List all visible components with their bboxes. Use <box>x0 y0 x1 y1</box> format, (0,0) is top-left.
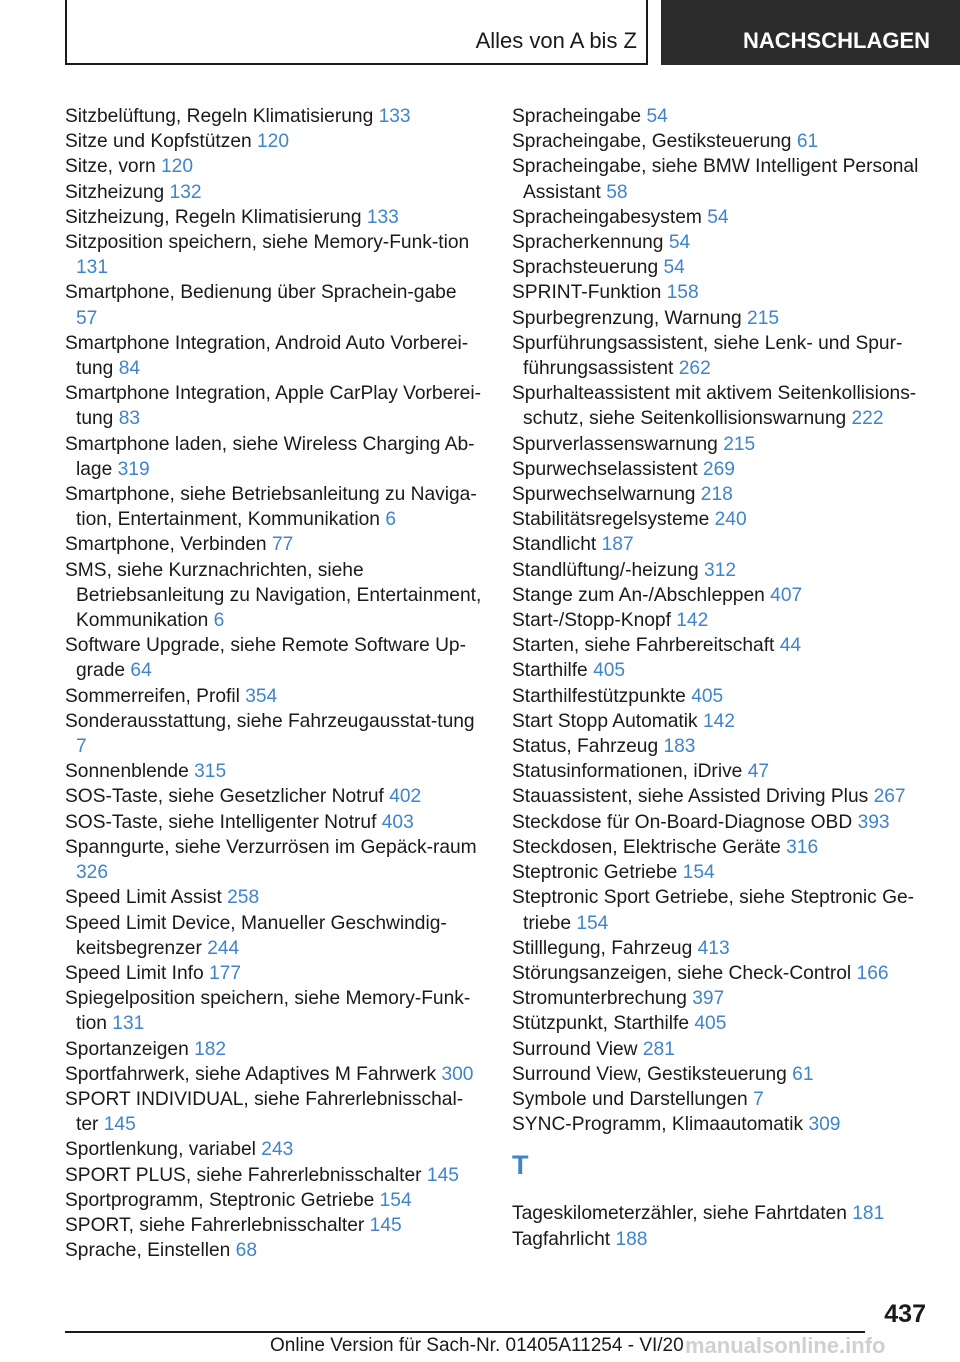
page-link[interactable]: 133 <box>366 206 399 228</box>
entry-term: Sitze und Kopfstützen <box>65 131 252 153</box>
entry-term: Standlicht <box>512 534 597 556</box>
index-entry <box>512 1227 930 1252</box>
index-entry <box>512 558 930 583</box>
page-link[interactable]: 269 <box>702 458 735 480</box>
index-entry <box>65 432 483 482</box>
entry-term: Stabilitätsregelsysteme <box>512 509 710 531</box>
index-entry <box>512 432 930 457</box>
page-link[interactable]: 154 <box>379 1189 412 1211</box>
entry-term: Spiegelposition speichern, siehe Memory-Funk‐tion <box>65 988 471 1035</box>
entry-term: Spracheingabe <box>512 106 642 127</box>
entry-term: Spracheingabe, siehe BMW Intelligent Personal Assistant <box>512 156 919 203</box>
index-group-s <box>512 104 930 1137</box>
page-link[interactable]: 403 <box>381 811 414 833</box>
page-link[interactable]: 57 <box>76 307 98 329</box>
index-entry <box>512 734 930 759</box>
index-entry <box>65 154 483 179</box>
page-link[interactable]: 61 <box>796 131 819 153</box>
page-link[interactable]: 218 <box>700 484 733 506</box>
index-entry <box>65 205 483 230</box>
entry-term: Spanngurte, siehe Verzurrösen im Gepäck‐raum <box>65 836 477 858</box>
entry-term: Sportfahrwerk, siehe Adaptives M Fahrwerk <box>65 1063 437 1085</box>
chapter-tab <box>661 0 960 65</box>
entry-term: Stauassistent, siehe Assisted Driving Plus <box>512 786 869 808</box>
page-link[interactable]: 319 <box>117 458 150 480</box>
index-entry <box>65 810 483 835</box>
entry-term: Spurverlassenswarnung <box>512 433 718 455</box>
entry-term: SPORT PLUS, siehe Fahrerlebnisschalter <box>65 1164 422 1186</box>
index-entry <box>512 306 930 331</box>
entry-term: Sitzheizung, Regeln Klimatisierung <box>65 206 362 228</box>
index-entry <box>512 507 930 532</box>
entry-term: Starten, siehe Fahrbereitschaft <box>512 635 775 657</box>
page-link[interactable]: 47 <box>747 761 770 783</box>
page-link[interactable]: 154 <box>682 862 715 884</box>
index-entry <box>65 1137 483 1162</box>
index-entry <box>512 230 930 255</box>
entry-term: Sonnenblende <box>65 761 189 783</box>
index-entry <box>512 658 930 683</box>
page-link[interactable]: 281 <box>642 1038 675 1060</box>
index-entry <box>512 1037 930 1062</box>
index-entry <box>65 835 483 885</box>
index-entry <box>65 784 483 809</box>
index-entry <box>512 255 930 280</box>
entry-term: Sonderausstattung, siehe Fahrzeugausstat‐tung <box>65 710 475 732</box>
page-link[interactable]: 142 <box>702 710 735 732</box>
page-link[interactable]: 158 <box>666 282 699 304</box>
index-entry <box>512 784 930 809</box>
page-link[interactable]: 240 <box>714 509 747 531</box>
index-column-left <box>65 104 483 1263</box>
entry-term: Spracheingabesystem <box>512 206 702 228</box>
index-entry <box>512 1087 930 1112</box>
page-link[interactable]: 133 <box>378 106 411 127</box>
entry-term: Sportprogramm, Steptronic Getriebe <box>65 1189 375 1211</box>
letter-heading: T <box>512 1150 529 1181</box>
index-entry <box>512 1112 930 1137</box>
entry-term: SYNC-Programm, Klimaautomatik <box>512 1114 804 1136</box>
entry-term: Spurführungsassistent, siehe Lenk- und Spur‐führungsassistent <box>512 332 903 380</box>
page-link[interactable]: 315 <box>194 761 227 783</box>
index-entry <box>65 759 483 784</box>
entry-term: Steptronic Sport Getriebe, siehe Steptronic Ge‐triebe <box>512 887 915 934</box>
entry-term: Smartphone, Verbinden <box>65 534 267 556</box>
page-link[interactable]: 154 <box>576 912 609 934</box>
index-entry <box>512 759 930 784</box>
page-link[interactable]: 182 <box>194 1038 227 1060</box>
index-entry <box>65 558 483 634</box>
entry-term: Stange zum An-/Abschleppen <box>512 584 765 606</box>
page-link[interactable]: 54 <box>663 257 685 279</box>
entry-term: Sitzheizung <box>65 181 165 203</box>
page-link[interactable]: 262 <box>678 358 711 380</box>
index-entry <box>512 583 930 608</box>
index-entry <box>512 885 930 935</box>
index-entry <box>65 532 483 557</box>
entry-term: Spurwechselwarnung <box>512 484 696 506</box>
entry-term: Tageskilometerzähler, siehe Fahrtdaten <box>512 1203 847 1225</box>
entry-term: Statusinformationen, iDrive <box>512 761 743 783</box>
page-link[interactable]: 166 <box>856 962 889 984</box>
index-entry <box>65 280 483 330</box>
index-entry <box>65 1163 483 1188</box>
entry-term: Starthilfe <box>512 660 588 682</box>
index-entry <box>512 154 930 204</box>
index-entry <box>65 482 483 532</box>
page-link[interactable]: 300 <box>441 1063 474 1085</box>
entry-term: SPORT, siehe Fahrerlebnisschalter <box>65 1214 365 1236</box>
index-entry <box>65 633 483 683</box>
chapter-label: NACHSCHLAGEN <box>743 28 930 53</box>
page-link[interactable]: 326 <box>76 862 109 884</box>
page-link[interactable]: 6 <box>213 610 225 632</box>
page-link[interactable]: 68 <box>235 1240 258 1262</box>
index-entry <box>65 1213 483 1238</box>
page-link[interactable]: 83 <box>118 408 141 430</box>
index-entry <box>65 684 483 709</box>
index-entry <box>512 104 930 129</box>
page-link[interactable]: 84 <box>118 358 141 380</box>
page-link[interactable]: 120 <box>257 131 290 153</box>
index-entry <box>512 280 930 305</box>
page-link[interactable]: 64 <box>130 660 152 682</box>
entry-term: Spurhalteassistent mit aktivem Seitenkollisions‐schutz, siehe Seitenkollisionswarnung <box>512 383 917 430</box>
page-link[interactable]: 258 <box>227 887 260 909</box>
index-entry <box>512 381 930 431</box>
header-rule-left <box>65 0 67 64</box>
index-entry <box>65 986 483 1036</box>
page-link[interactable]: 54 <box>646 106 668 127</box>
page-link[interactable]: 132 <box>169 181 202 203</box>
page-link[interactable]: 405 <box>694 1013 727 1035</box>
entry-term: Smartphone Integration, Apple CarPlay Vorberei‐tung <box>65 383 481 430</box>
page-link[interactable]: 393 <box>857 811 890 833</box>
index-entry <box>65 1238 483 1263</box>
entry-term: Sprachsteuerung <box>512 257 659 279</box>
entry-term: Sprache, Einstellen <box>65 1240 231 1262</box>
page-link[interactable]: 215 <box>723 433 756 455</box>
index-entry <box>65 1188 483 1213</box>
page-link[interactable]: 58 <box>606 181 628 203</box>
entry-term: Sitzbelüftung, Regeln Klimatisierung <box>65 106 374 127</box>
page-link[interactable]: 54 <box>707 206 729 228</box>
entry-term: Standlüftung/-heizung <box>512 559 699 581</box>
entry-term: Steptronic Getriebe <box>512 862 678 884</box>
page-link[interactable]: 145 <box>426 1164 459 1186</box>
entry-term: Stilllegung, Fahrzeug <box>512 937 693 959</box>
page-link[interactable]: 222 <box>851 408 884 430</box>
index-entry <box>65 1062 483 1087</box>
page-link[interactable]: 188 <box>615 1228 648 1250</box>
entry-term: Speed Limit Device, Manueller Geschwindig‐keitsbegrenzer <box>65 912 447 959</box>
entry-term: Spracheingabe, Gestiksteuerung <box>512 131 792 153</box>
entry-term: Start-/Stopp-Knopf <box>512 610 671 632</box>
page-link[interactable]: 145 <box>369 1214 402 1236</box>
page-link[interactable]: 312 <box>704 559 737 581</box>
entry-term: Störungsanzeigen, siehe Check-Control <box>512 962 852 984</box>
index-entry <box>65 230 483 280</box>
page-link[interactable]: 407 <box>770 584 803 606</box>
index-entry <box>512 482 930 507</box>
index-entry <box>512 1062 930 1087</box>
index-entry <box>65 381 483 431</box>
index-entry <box>512 986 930 1011</box>
page-link[interactable]: 7 <box>753 1088 764 1110</box>
entry-term: Sportlenkung, variabel <box>65 1139 256 1161</box>
page-link[interactable]: 397 <box>692 988 725 1010</box>
index-entry <box>512 1201 930 1226</box>
entry-term: Spracherkennung <box>512 232 664 254</box>
index-entry <box>512 835 930 860</box>
entry-term: Sitzposition speichern, siehe Memory-Funk‐tion <box>65 232 470 254</box>
index-entry <box>512 331 930 381</box>
index-entry <box>65 180 483 205</box>
entry-term: Sportanzeigen <box>65 1038 189 1060</box>
index-entry <box>512 684 930 709</box>
entry-term: Stützpunkt, Starthilfe <box>512 1013 690 1035</box>
index-entry <box>65 885 483 910</box>
index-entry <box>512 205 930 230</box>
page-link[interactable]: 145 <box>103 1114 136 1136</box>
page-link[interactable]: 267 <box>873 786 906 808</box>
index-entry <box>65 961 483 986</box>
page-link[interactable]: 61 <box>792 1063 814 1085</box>
entry-term: Sommerreifen, Profil <box>65 685 240 707</box>
watermark-text: manualsonline.info <box>685 1333 886 1358</box>
page-link[interactable]: 44 <box>779 635 802 657</box>
page-link[interactable]: 131 <box>76 257 109 279</box>
entry-term: SMS, siehe Kurznachrichten, siehe Betriebsanleitung zu Navigation, Entertainment, Kommunikation <box>65 559 482 632</box>
entry-term: SOS-Taste, siehe Intelligenter Notruf <box>65 811 377 833</box>
page-link[interactable]: 243 <box>261 1139 294 1161</box>
index-entry <box>512 961 930 986</box>
entry-term: Starthilfestützpunkte <box>512 685 686 707</box>
page-link[interactable]: 309 <box>808 1114 841 1136</box>
index-entry <box>65 911 483 961</box>
entry-term: Sitze, vorn <box>65 156 156 178</box>
section-title: Alles von A bis Z <box>475 28 637 53</box>
entry-term: Tagfahrlicht <box>512 1228 611 1250</box>
entry-term: Surround View <box>512 1038 638 1060</box>
entry-term: SPRINT-Funktion <box>512 282 662 304</box>
page-link[interactable]: 177 <box>209 962 242 984</box>
page-link[interactable]: 120 <box>161 156 194 178</box>
page-header <box>0 0 960 66</box>
entry-term: Spurwechselassistent <box>512 458 698 480</box>
index-entry <box>512 532 930 557</box>
entry-term: Speed Limit Info <box>65 962 204 984</box>
page-link[interactable]: 142 <box>676 610 709 632</box>
page-link[interactable]: 244 <box>207 937 240 959</box>
index-group-t <box>512 1201 930 1251</box>
page-link[interactable]: 402 <box>389 786 422 808</box>
entry-term: Software Upgrade, siehe Remote Software Up‐grade <box>65 635 466 682</box>
page-link[interactable]: 405 <box>593 660 626 682</box>
index-entry <box>65 331 483 381</box>
page-link[interactable]: 215 <box>747 307 780 329</box>
index-entry <box>512 608 930 633</box>
index-entry <box>512 633 930 658</box>
footer-text: Online Version für Sach-Nr. 01405A11254 - VI/20 <box>270 1335 684 1356</box>
index-entry <box>512 936 930 961</box>
entry-term: Surround View, Gestiksteuerung <box>512 1063 787 1085</box>
entry-term: Status, Fahrzeug <box>512 736 659 758</box>
index-entry <box>65 1087 483 1137</box>
page-link[interactable]: 54 <box>668 232 691 254</box>
page-link[interactable]: 181 <box>852 1203 885 1225</box>
page-link[interactable]: 183 <box>663 736 696 758</box>
page-link[interactable]: 131 <box>112 1013 145 1035</box>
entry-term: Start Stopp Automatik <box>512 710 698 732</box>
index-column-right <box>512 104 930 1252</box>
index-entry <box>65 129 483 154</box>
entry-term: Speed Limit Assist <box>65 887 222 909</box>
entry-term: SOS-Taste, siehe Gesetzlicher Notruf <box>65 786 384 808</box>
index-entry <box>512 129 930 154</box>
entry-term: Smartphone Integration, Android Auto Vorberei‐tung <box>65 332 469 380</box>
entry-term: Smartphone, siehe Betriebsanleitung zu Naviga‐tion, Entertainment, Kommunikation <box>65 484 477 531</box>
entry-term: Smartphone, Bedienung über Sprachein‐gabe <box>65 282 457 304</box>
page-link[interactable]: 405 <box>691 685 724 707</box>
page-number: 437 <box>884 1300 926 1328</box>
index-entry <box>512 860 930 885</box>
entry-term: Smartphone laden, siehe Wireless Charging Ab‐lage <box>65 433 475 480</box>
index-entry <box>512 457 930 482</box>
entry-term: Steckdose für On-Board-Diagnose OBD <box>512 811 853 833</box>
index-entry <box>65 1037 483 1062</box>
index-entry <box>65 709 483 759</box>
page-link[interactable]: 316 <box>786 836 819 858</box>
header-rule-divider <box>646 0 648 64</box>
index-entry <box>512 1011 930 1036</box>
entry-term: Steckdosen, Elektrische Geräte <box>512 836 781 858</box>
entry-term: Stromunterbrechung <box>512 988 687 1010</box>
page-link[interactable]: 413 <box>697 937 730 959</box>
page-link[interactable]: 7 <box>76 736 87 758</box>
index-entry <box>512 810 930 835</box>
index-entry <box>65 104 483 129</box>
page-link[interactable]: 6 <box>385 509 396 531</box>
header-rule-bottom <box>65 63 648 65</box>
index-entry <box>512 709 930 734</box>
entry-term: SPORT INDIVIDUAL, siehe Fahrerlebnisschal‐ter <box>65 1088 464 1136</box>
page-link[interactable]: 187 <box>601 534 634 556</box>
entry-term: Spurbegrenzung, Warnung <box>512 307 742 329</box>
page-link[interactable]: 77 <box>271 534 294 556</box>
page-link[interactable]: 354 <box>245 685 278 707</box>
entry-term: Symbole und Darstellungen <box>512 1088 748 1110</box>
